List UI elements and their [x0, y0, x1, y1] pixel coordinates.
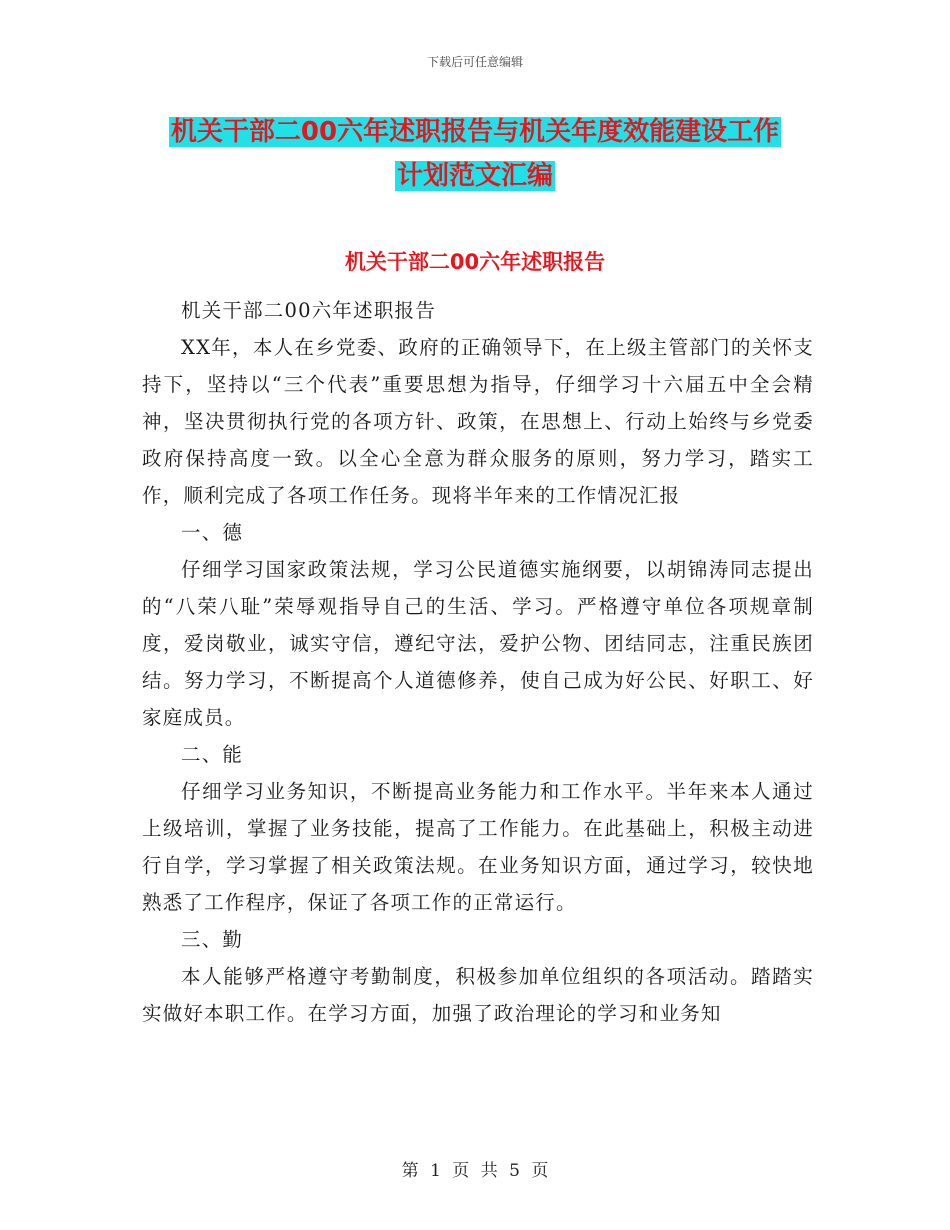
paragraph: 机关干部二00六年述职报告	[181, 299, 436, 322]
paragraph-heading: 二、能	[181, 743, 244, 766]
section-title: 机关干部二00六年述职报告	[344, 250, 606, 274]
paragraph: 仔细学习国家政策法规，学习公民道德实施纲要，以胡锦涛同志提出的“八荣八耻”荣辱观指导自己的生活、学习。严格遵守单位各项规章制度，爱岗敬业，诚实守信，遵纪守法，爱护公物、团结同志，注重民族团结。努力学习，不断提高个人道德修养，使自己成为好公民、好职工、好家庭成员。	[142, 558, 814, 729]
main-title	[0, 110, 950, 198]
main-title-line-2: 计划范文汇编	[396, 161, 553, 191]
paragraph: 仔细学习业务知识，不断提高业务能力和工作水平。半年来本人通过上级培训，掌握了业务技能，提高了工作能力。在此基础上，积极主动进行自学，学习掌握了相关政策法规。在业务知识方面，通过学习，较快地熟悉了工作程序，保证了各项工作的正常运行。	[142, 780, 814, 914]
paragraph-heading: 三、勤	[181, 928, 244, 951]
body-text	[142, 292, 814, 1032]
main-title-line-1: 机关干部二00六年述职报告与机关年度效能建设工作	[170, 117, 780, 147]
paragraph: 本人能够严格遵守考勤制度，积极参加单位组织的各项活动。踏踏实实做好本职工作。在学习方面，加强了政治理论的学习和业务知	[142, 965, 814, 1025]
paragraph: XX年，本人在乡党委、政府的正确领导下，在上级主管部门的关怀支持下，坚持以“三个代表”重要思想为指导，仔细学习十六届五中全会精神，坚决贯彻执行党的各项方针、政策，在思想上、行动上始终与乡党委政府保持高度一致。以全心全意为群众服务的原则，努力学习，踏实工作，顺利完成了各项工作任务。现将半年来的工作情况汇报	[142, 336, 814, 507]
page-footer: 第 1 页 共 5 页	[401, 1161, 549, 1181]
header-note: 下载后可任意编辑	[426, 55, 523, 69]
paragraph-heading: 一、德	[181, 521, 244, 544]
